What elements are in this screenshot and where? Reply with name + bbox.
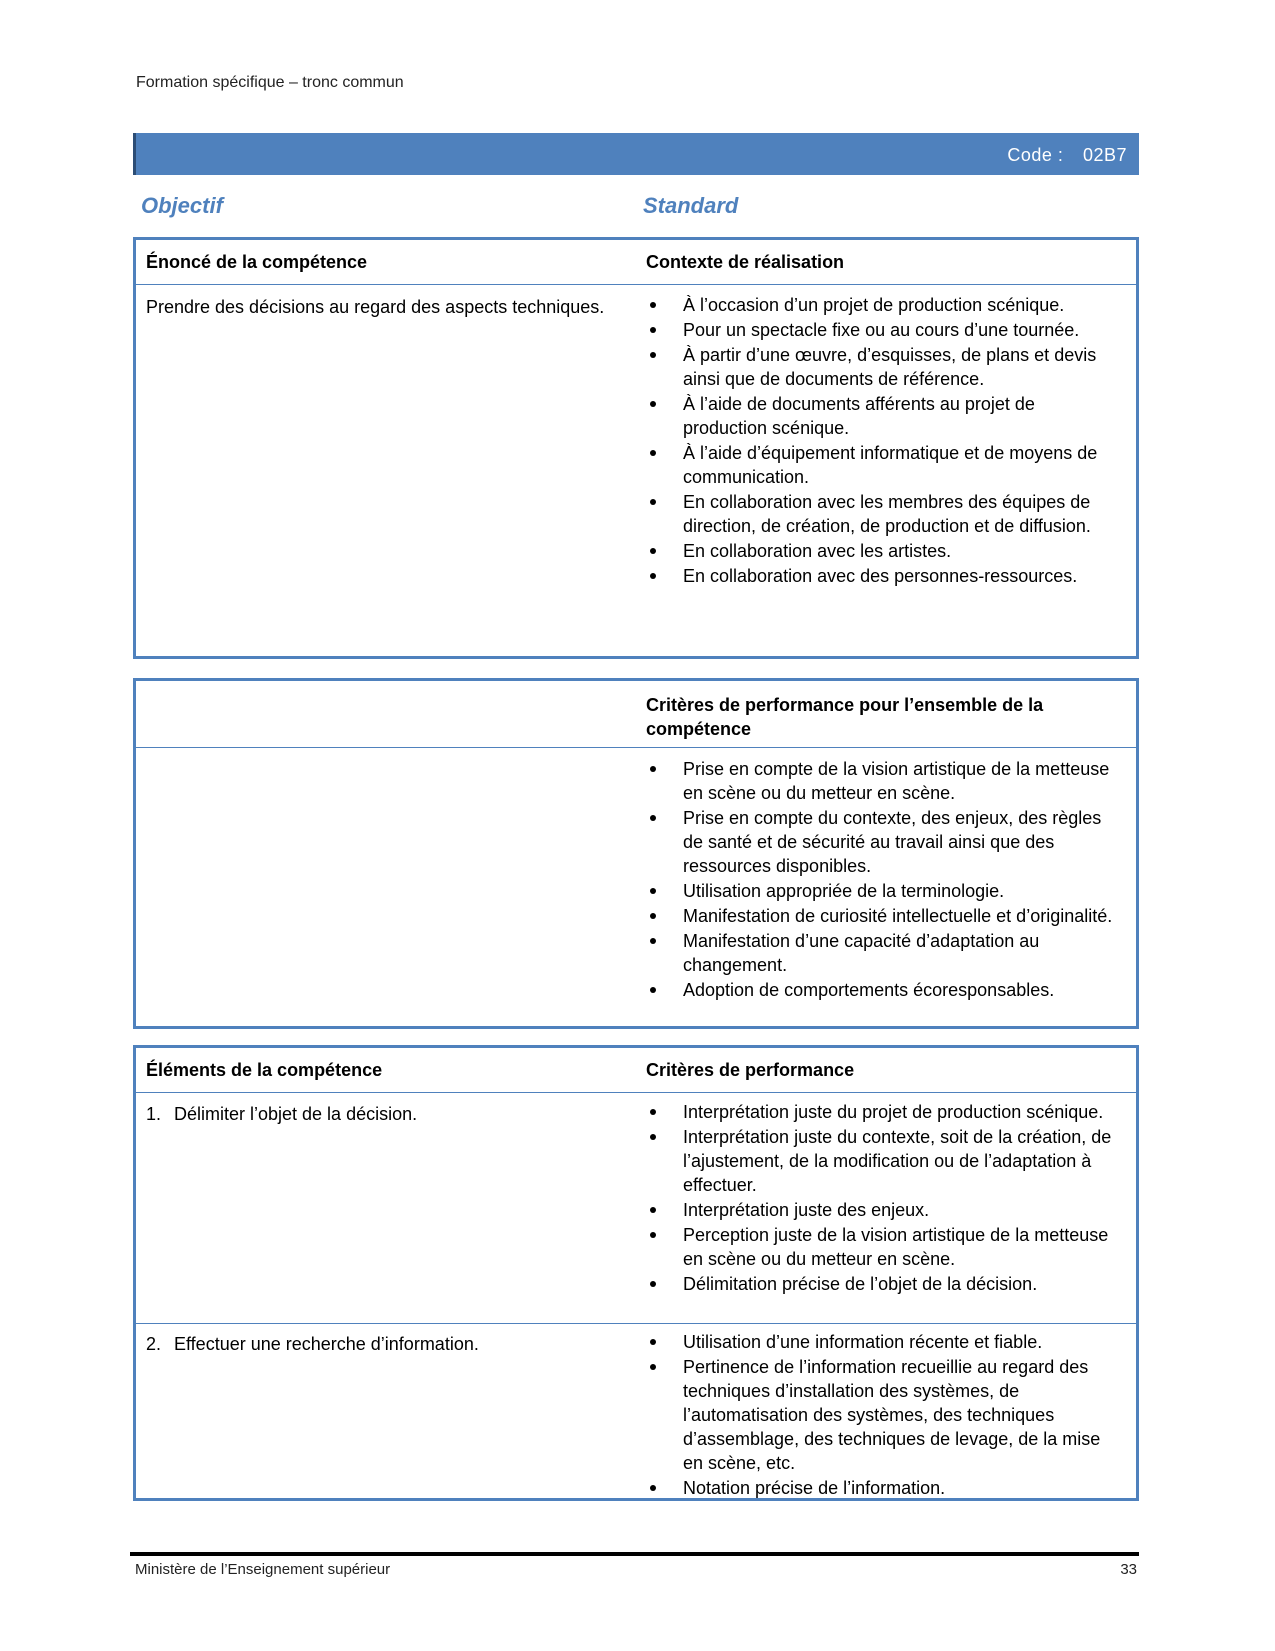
critere-ensemble-item: Adoption de comportements écoresponsables.	[646, 978, 1116, 1002]
criteres-header: Critères de performance	[646, 1060, 855, 1080]
running-title: Formation spécifique – tronc commun	[136, 74, 404, 91]
table-elements-criteres	[133, 1045, 1139, 1501]
element-2	[146, 1332, 616, 1356]
element-1-criteria	[646, 1100, 1116, 1297]
contexte-item: À l’aide d’équipement informatique et de moyens de communication.	[646, 441, 1116, 489]
table1-header-row	[136, 240, 1136, 285]
code-bar	[133, 133, 1139, 175]
footer-ministry: Ministère de l’Enseignement supérieur	[135, 1561, 391, 1578]
element-1-critere: Perception juste de la vision artistique de la metteuse en scène ou du metteur en scène.	[646, 1223, 1116, 1271]
critere-ensemble-item: Manifestation d’une capacité d’adaptation au changement.	[646, 929, 1116, 977]
element-2-critere: Pertinence de l’information recueillie au regard des techniques d’installation des systèmes, de l’automatisation des systèmes, des techniques d’assemblage, des techniques de levage, de la mise en scène, etc.	[646, 1355, 1116, 1475]
code-label: Code :	[1007, 145, 1064, 165]
element-row-1	[136, 1093, 1136, 1323]
contexte-item: Pour un spectacle fixe ou au cours d’une tournée.	[646, 318, 1116, 342]
table1-body-row	[136, 285, 1136, 655]
contexte-list	[646, 293, 1116, 589]
column-headings	[0, 193, 1275, 223]
contexte-item: À l’occasion d’un projet de production scénique.	[646, 293, 1116, 317]
element-2-label: Effectuer une recherche d’information.	[174, 1334, 479, 1354]
criteres-ensemble-header: Critères de performance pour l’ensemble de la compétence	[646, 695, 1044, 739]
critere-ensemble-item: Prise en compte du contexte, des enjeux, des règles de santé et de sécurité au travail ainsi que des ressources disponibles.	[646, 806, 1116, 878]
element-1-critere: Interprétation juste du contexte, soit de la création, de l’ajustement, de la modification ou de l’adaptation à effectuer.	[646, 1125, 1116, 1197]
contexte-header: Contexte de réalisation	[646, 252, 845, 272]
elements-header: Éléments de la compétence	[146, 1060, 383, 1080]
page-number: 33	[1120, 1561, 1137, 1578]
table-enonce-contexte	[133, 237, 1139, 659]
critere-ensemble-item: Prise en compte de la vision artistique de la metteuse en scène ou du metteur en scène.	[646, 757, 1116, 805]
code-value: 02B7	[1082, 145, 1127, 165]
objectif-heading: Objectif	[141, 193, 223, 218]
element-2-critere: Utilisation d’une information récente et fiable.	[646, 1330, 1116, 1354]
contexte-item: En collaboration avec des personnes-ressources.	[646, 564, 1116, 588]
element-2-critere: Notation précise de l’information.	[646, 1476, 1116, 1500]
table3-header-row	[136, 1048, 1136, 1093]
table-criteres-ensemble	[133, 678, 1139, 1029]
contexte-item: À partir d’une œuvre, d’esquisses, de plans et devis ainsi que de documents de référence.	[646, 343, 1116, 391]
standard-heading: Standard	[643, 193, 739, 218]
element-1-number: 1.	[146, 1104, 162, 1124]
element-1-critere: Délimitation précise de l’objet de la décision.	[646, 1272, 1116, 1296]
element-2-criteria	[646, 1330, 1116, 1501]
criteres-ensemble-list	[646, 757, 1116, 1003]
table2-body-row	[136, 748, 1136, 1023]
contexte-item: En collaboration avec les artistes.	[646, 539, 1116, 563]
element-1-critere: Interprétation juste des enjeux.	[646, 1198, 1116, 1222]
critere-ensemble-item: Manifestation de curiosité intellectuelle et d’originalité.	[646, 904, 1116, 928]
contexte-item: À l’aide de documents afférents au projet de production scénique.	[646, 392, 1116, 440]
element-1	[146, 1102, 616, 1126]
code-display	[1007, 145, 1127, 166]
table2-header-row	[136, 681, 1136, 748]
enonce-header: Énoncé de la compétence	[146, 252, 368, 272]
footer-divider	[130, 1552, 1139, 1556]
element-1-critere: Interprétation juste du projet de production scénique.	[646, 1100, 1116, 1124]
contexte-item: En collaboration avec les membres des équipes de direction, de création, de production et de diffusion.	[646, 490, 1116, 538]
element-1-label: Délimiter l’objet de la décision.	[174, 1104, 418, 1124]
element-2-number: 2.	[146, 1334, 162, 1354]
competence-statement: Prendre des décisions au regard des aspects techniques.	[146, 297, 605, 317]
critere-ensemble-item: Utilisation appropriée de la terminologie.	[646, 879, 1116, 903]
element-row-2	[136, 1323, 1136, 1498]
